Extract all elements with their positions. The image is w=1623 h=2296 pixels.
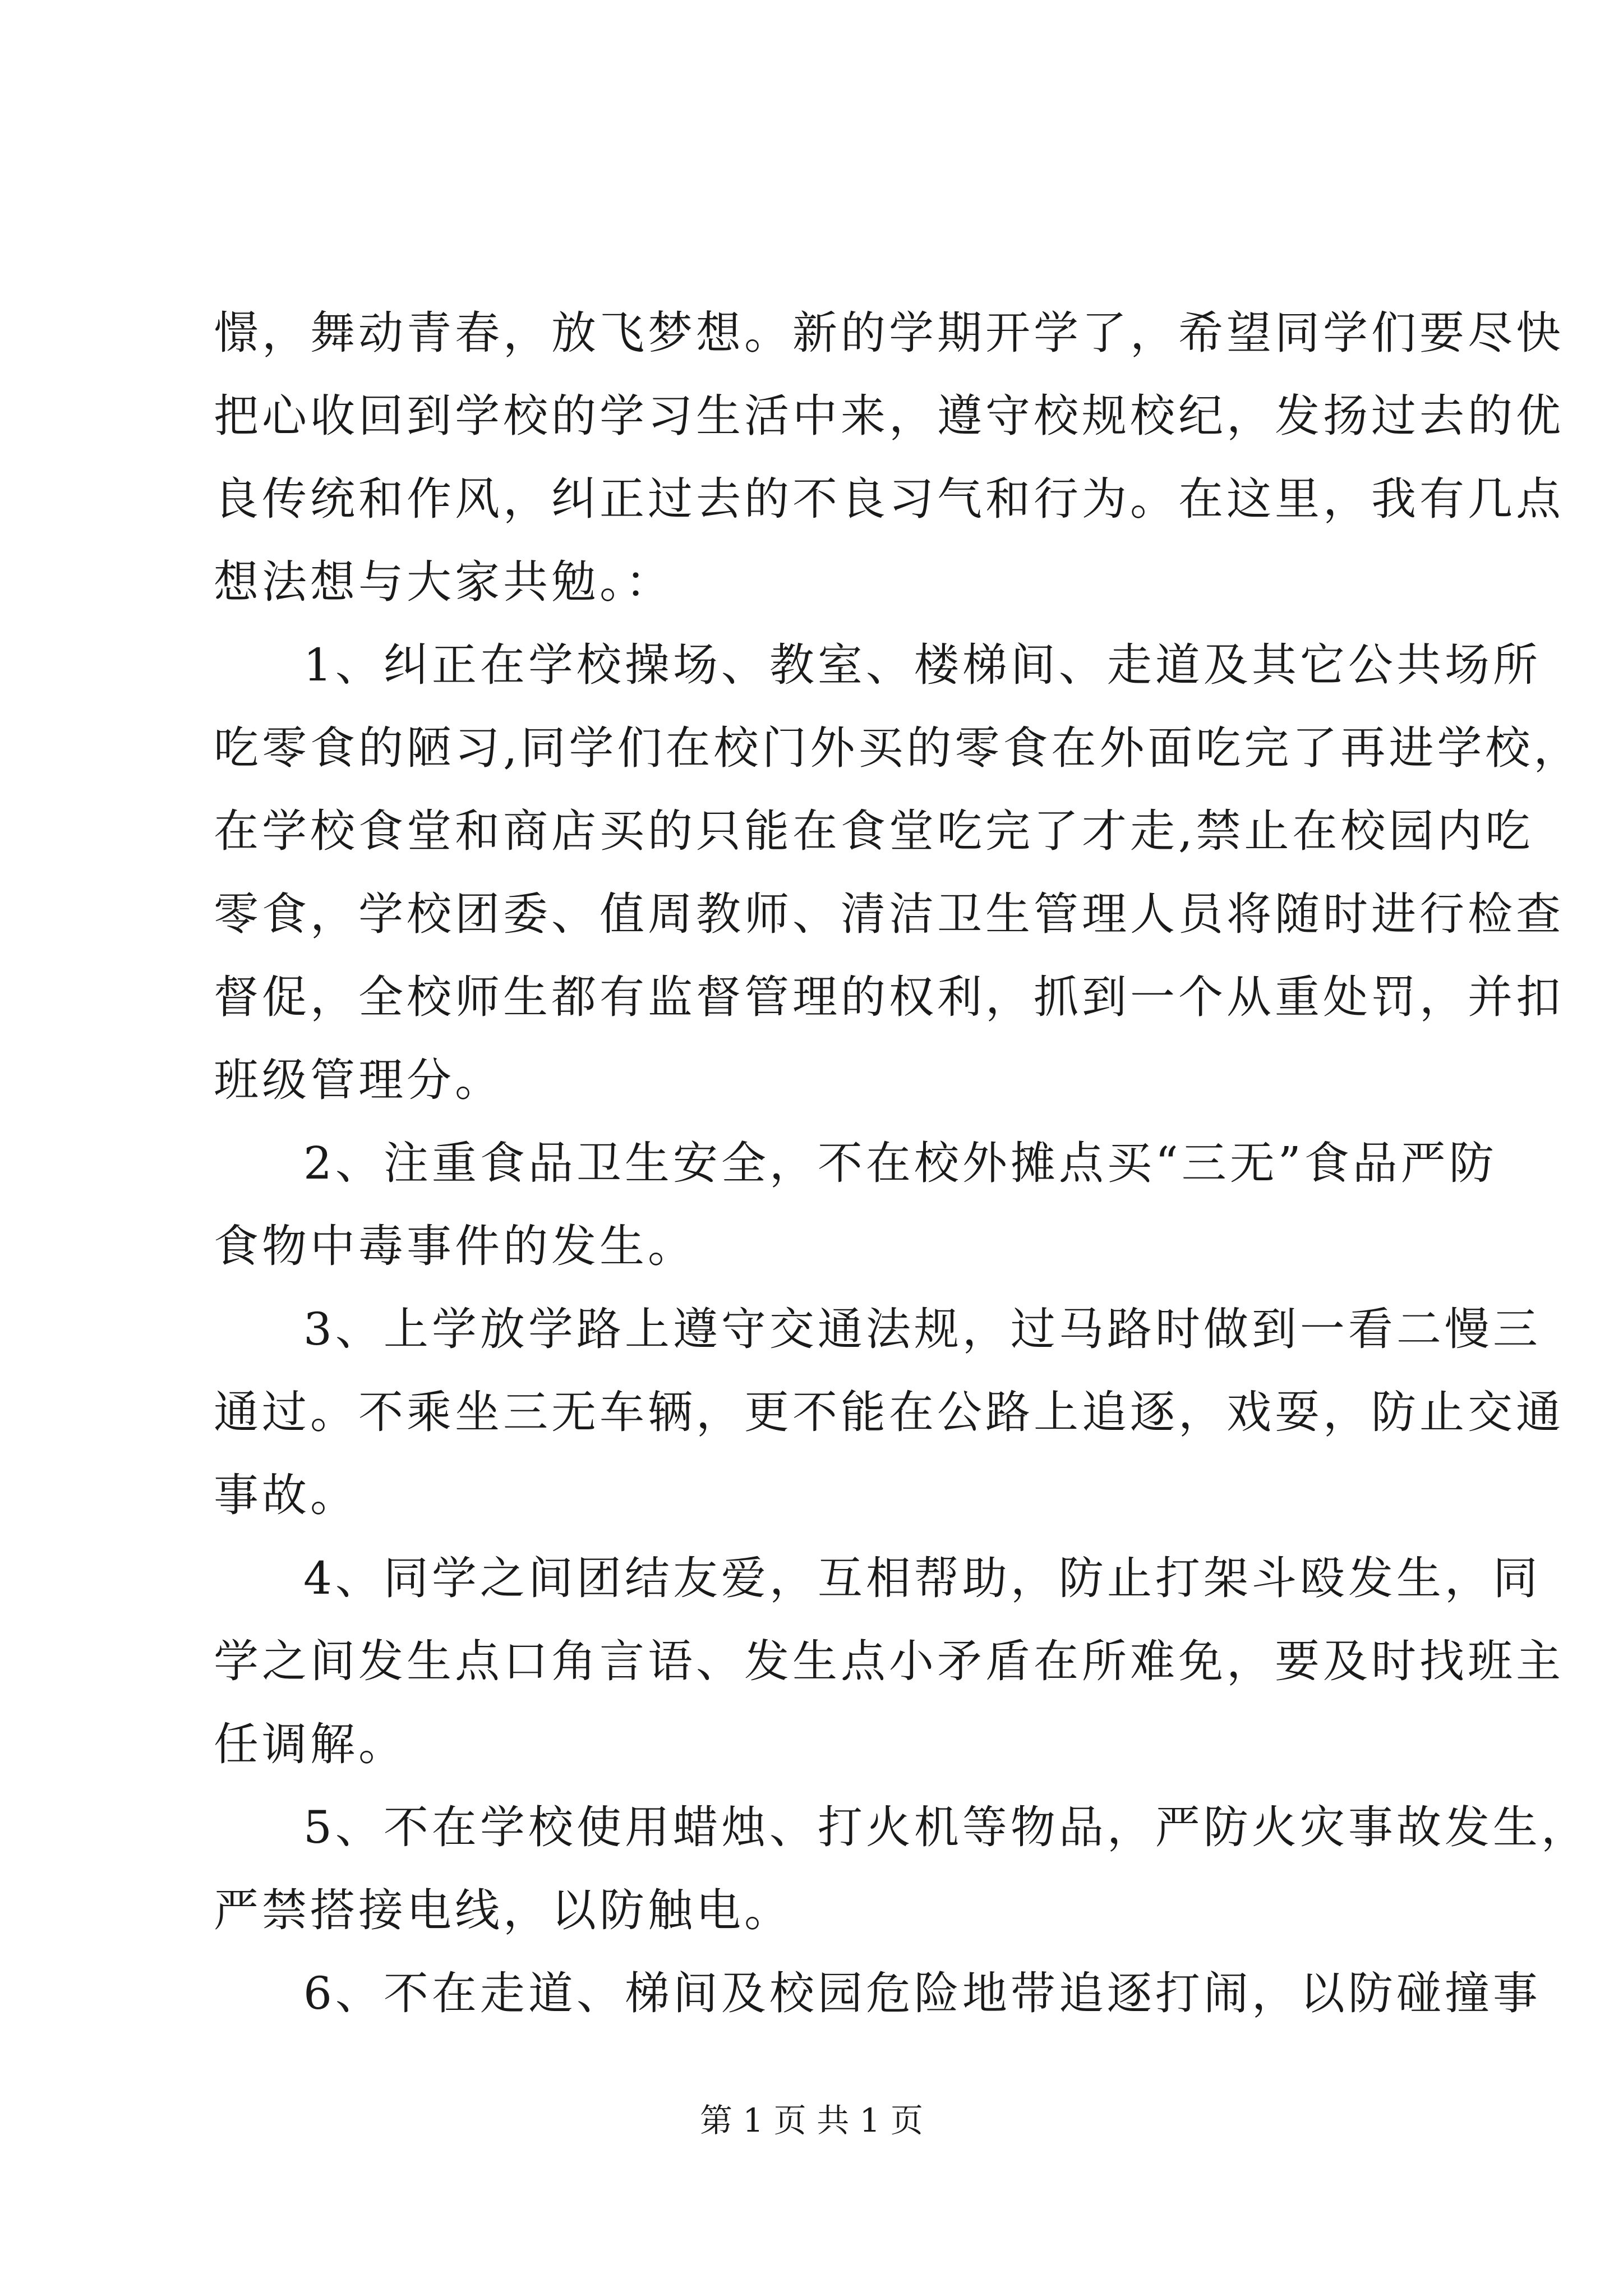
text-line: 吃零食的陋习,同学们在校门外买的零食在外面吃完了再进学校， xyxy=(214,722,1582,774)
text-line: 把心收回到学校的学习生活中来，遵守校规校纪，发扬过去的优 xyxy=(214,390,1564,442)
paragraph-1-start: 1、纠正在学校操场、教室、楼梯间、走道及其它公共场所 xyxy=(303,639,1541,691)
text-line: 憬，舞动青春，放飞梦想。新的学期开学了，希望同学们要尽快 xyxy=(214,307,1564,359)
paragraph-5-start: 5、不在学校使用蜡烛、打火机等物品，严防火灾事故发生， xyxy=(303,1801,1589,1853)
page-footer: 第 1 页 共 1 页 xyxy=(700,2101,923,2139)
text-line: 事故。 xyxy=(214,1469,358,1521)
paragraph-2-start: 2、注重食品卫生安全，不在校外摊点买“三无”食品严防 xyxy=(303,1137,1497,1189)
text-line: 督促，全校师生都有监督管理的权利，抓到一个从重处罚，并扣 xyxy=(214,971,1564,1023)
paragraph-6-start: 6、不在走道、梯间及校园危险地带追逐打闹，以防碰撞事 xyxy=(303,1967,1541,2019)
paragraph-3-start: 3、上学放学路上遵守交通法规，过马路时做到一看二慢三 xyxy=(303,1303,1541,1355)
text-line: 通过。不乘坐三无车辆，更不能在公路上追逐，戏耍，防止交通 xyxy=(214,1386,1564,1438)
text-line: 想法想与大家共勉。： xyxy=(214,556,674,608)
document-body xyxy=(214,292,1589,2035)
text-line: 严禁搭接电线，以防触电。 xyxy=(214,1884,792,1936)
text-line: 学之间发生点口角言语、发生点小矛盾在所难免，要及时找班主 xyxy=(214,1635,1564,1687)
paragraph-4-start: 4、同学之间团结友爱，互相帮助，防止打架斗殴发生，同 xyxy=(303,1552,1541,1604)
text-line: 良传统和作风，纠正过去的不良习气和行为。在这里，我有几点 xyxy=(214,473,1564,525)
text-line: 在学校食堂和商店买的只能在食堂吃完了才走,禁止在校园内吃 xyxy=(214,805,1534,857)
text-line: 班级管理分。 xyxy=(214,1054,503,1106)
text-line: 食物中毒事件的发生。 xyxy=(214,1220,696,1272)
text-line: 零食，学校团委、值周教师、清洁卫生管理人员将随时进行检查 xyxy=(214,888,1564,940)
text-line: 任调解。 xyxy=(214,1718,407,1770)
